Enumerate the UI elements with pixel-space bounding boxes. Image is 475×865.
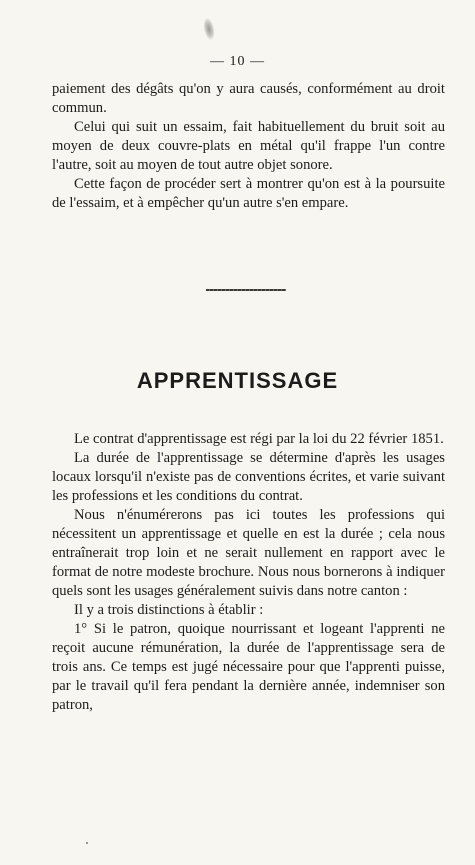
section-paragraph-5: 1° Si le patron, quoique nourrissant et logeant l'apprenti ne reçoit aucune rémunération, la durée de l'apprentissage sera de trois ans. Ce temps est jugé nécessaire pour que l'apprenti puisse, par le travail qu'il fera pendant la dernière année, indemniser son patron, xyxy=(52,621,445,713)
section-title: APPRENTISSAGE xyxy=(136,368,339,393)
section-paragraph-1: Le contrat d'apprentissage est régi par la loi du 22 février 1851. xyxy=(74,431,444,447)
section-paragraph-4: Il y a trois distinctions à établir : xyxy=(74,602,264,618)
intro-paragraph-2: Celui qui suit un essaim, fait habituellement du bruit soit au moyen de deux couvre-plats en métal qu'il frappe l'un contre l'autre, soit au moyen de tout autre objet sonore. xyxy=(52,119,445,173)
page-number: — 10 — xyxy=(210,54,265,69)
section-paragraph-2: La durée de l'apprentissage se détermine d'après les usages locaux lorsqu'il n'existe pas de conventions écrites, et varie suivant les professions et les conditions du contrat. xyxy=(52,450,445,504)
section-paragraph-3: Nous n'énumérerons pas ici toutes les professions qui nécessitent un apprentissage et quelle en est la durée ; cela nous entraînerait trop loin et ne serait nullement en rapport avec le format de notre modeste brochure. Nous nous bornerons à indiquer quels sont les usages généralement suivis dans notre canton : xyxy=(52,507,445,599)
section-text xyxy=(52,430,445,715)
intro-paragraph-3: Cette façon de procéder sert à montrer qu'on est à la poursuite de l'essaim, et à empêcher qu'un autre s'en empare. xyxy=(52,176,445,211)
paper-speck xyxy=(86,842,88,844)
intro-paragraph-1: paiement des dégâts qu'on y aura causés, conformément au droit commun. xyxy=(52,81,445,116)
ink-smudge xyxy=(202,17,216,41)
intro-text xyxy=(52,80,445,213)
section-divider xyxy=(206,289,286,291)
